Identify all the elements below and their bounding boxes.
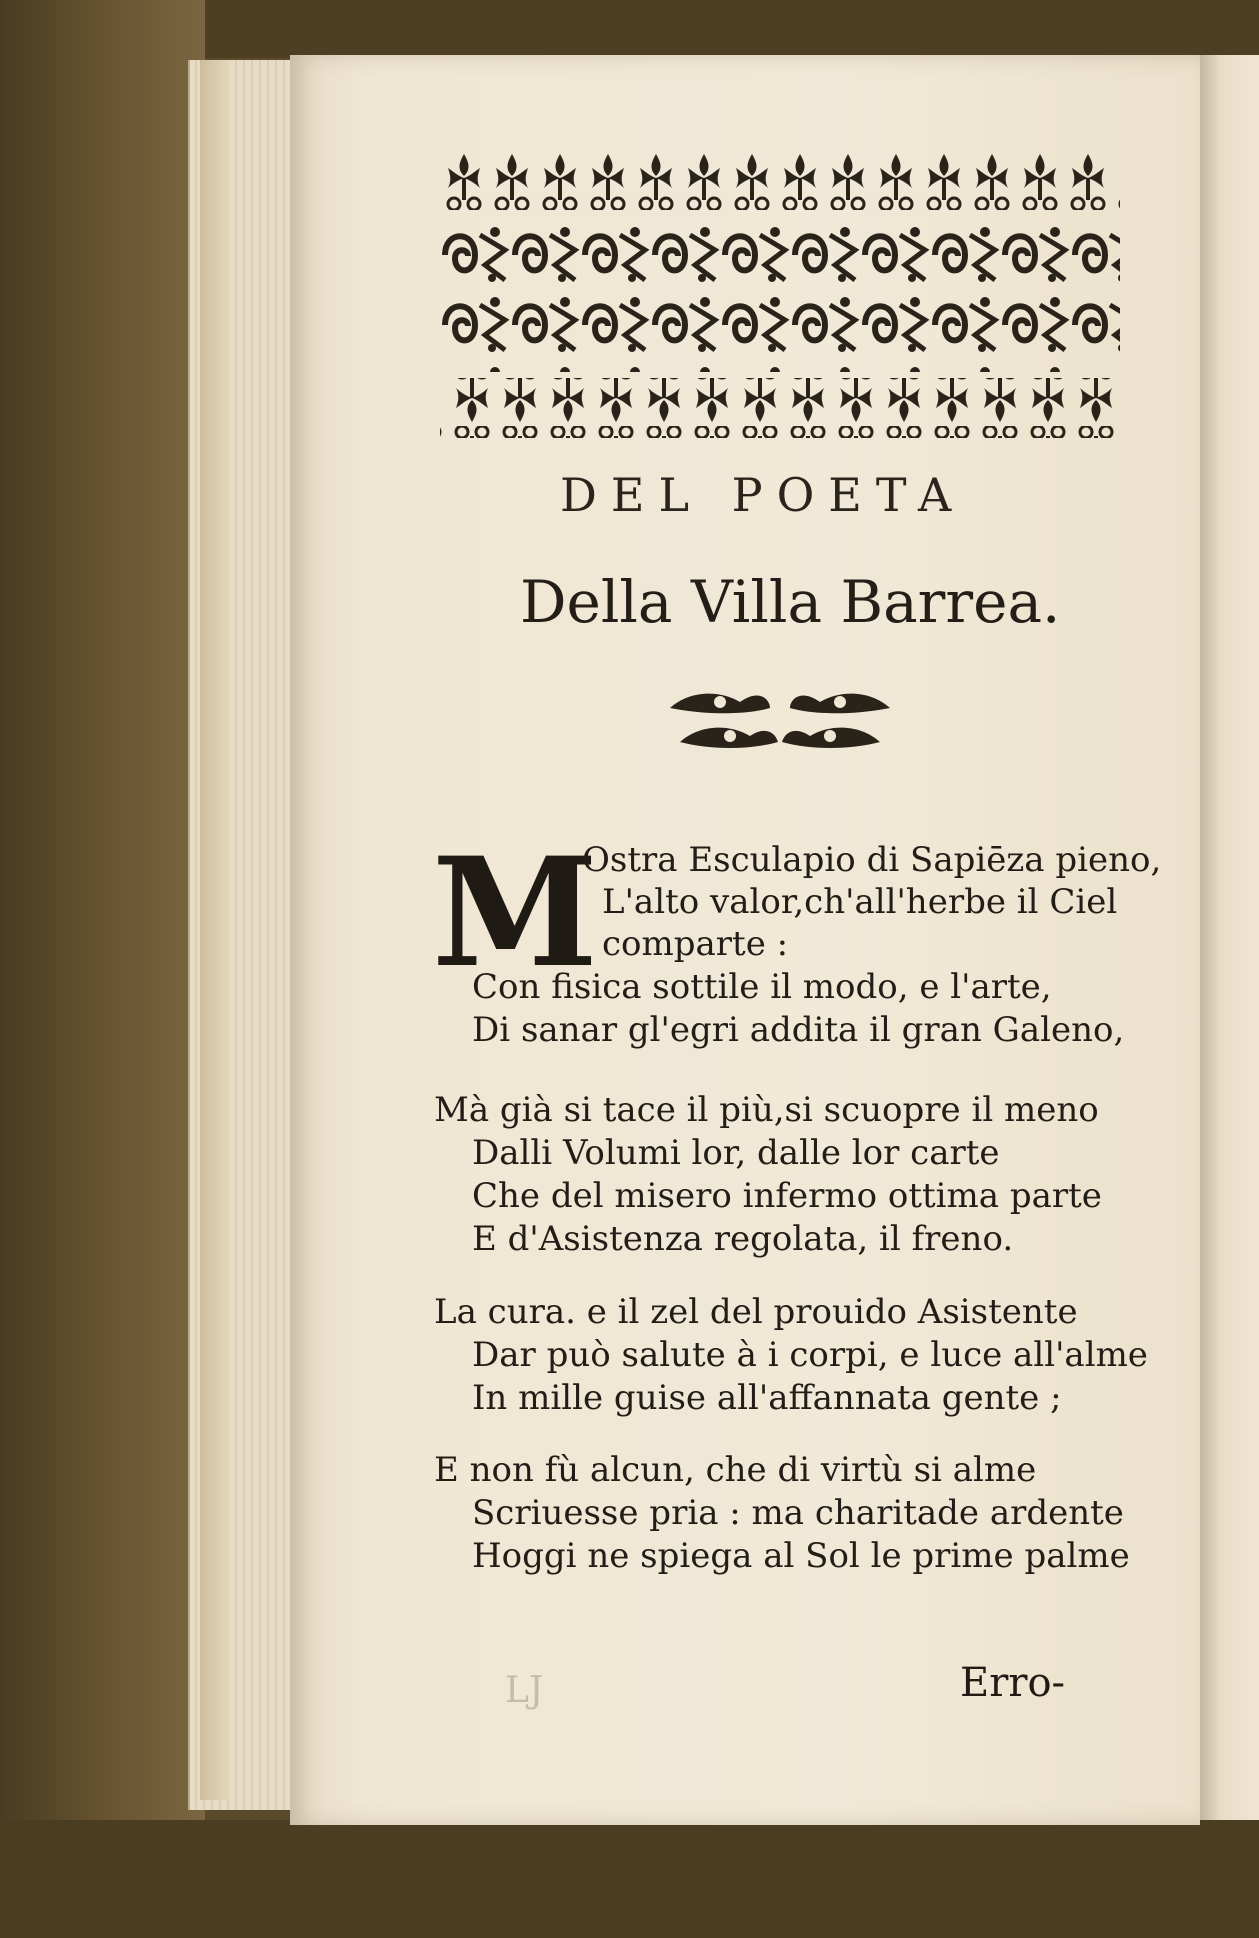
stanza1-line3: comparte : bbox=[602, 924, 789, 964]
stanza1-line5: Di sanar gl'egri addita il gran Galeno, bbox=[472, 1010, 1125, 1050]
stanza1-line2: L'alto valor,ch'all'herbe il Ciel bbox=[602, 882, 1118, 922]
heading-della-villa-barrea: Della Villa Barrea. bbox=[520, 568, 1061, 636]
catchword: Erro- bbox=[960, 1660, 1066, 1706]
binding-fold bbox=[200, 60, 230, 1800]
stanza4-line2: Scriuesse pria : ma charitade ardente bbox=[472, 1493, 1124, 1533]
heading-del-poeta: DEL POETA bbox=[560, 468, 966, 522]
stanza2-line1: Mà già si tace il più,si scuopre il meno bbox=[434, 1090, 1099, 1130]
ornament-band bbox=[440, 150, 1120, 445]
background-left bbox=[0, 0, 205, 1938]
stanza2-line3: Che del misero infermo ottima parte bbox=[472, 1176, 1102, 1216]
stanza3-line1: La cura. e il zel del prouido Asistente bbox=[434, 1292, 1078, 1332]
drop-cap: M bbox=[432, 825, 599, 1001]
stanza1-line4: Con fisica sottile il modo, e l'arte, bbox=[472, 967, 1052, 1007]
stanza3-line2: Dar può salute à i corpi, e luce all'alme bbox=[472, 1335, 1148, 1375]
stanza4-line3: Hoggi ne spiega al Sol le prime palme bbox=[472, 1536, 1130, 1576]
fleuron-ornament bbox=[650, 680, 910, 760]
show-through-mark: LJ bbox=[505, 1670, 544, 1711]
stanza2-line2: Dalli Volumi lor, dalle lor carte bbox=[472, 1133, 1000, 1173]
stanza1-line1: Ostra Esculapio di Sapiēza pieno, bbox=[582, 840, 1162, 880]
background-top bbox=[205, 0, 1259, 58]
background-bottom bbox=[0, 1820, 1259, 1938]
stanza4-line1: E non fù alcun, che di virtù si alme bbox=[434, 1450, 1037, 1490]
stanza3-line3: In mille guise all'affannata gente ; bbox=[472, 1378, 1062, 1418]
stanza2-line4: E d'Asistenza regolata, il freno. bbox=[472, 1219, 1014, 1259]
facing-page-edge bbox=[1195, 55, 1259, 1825]
